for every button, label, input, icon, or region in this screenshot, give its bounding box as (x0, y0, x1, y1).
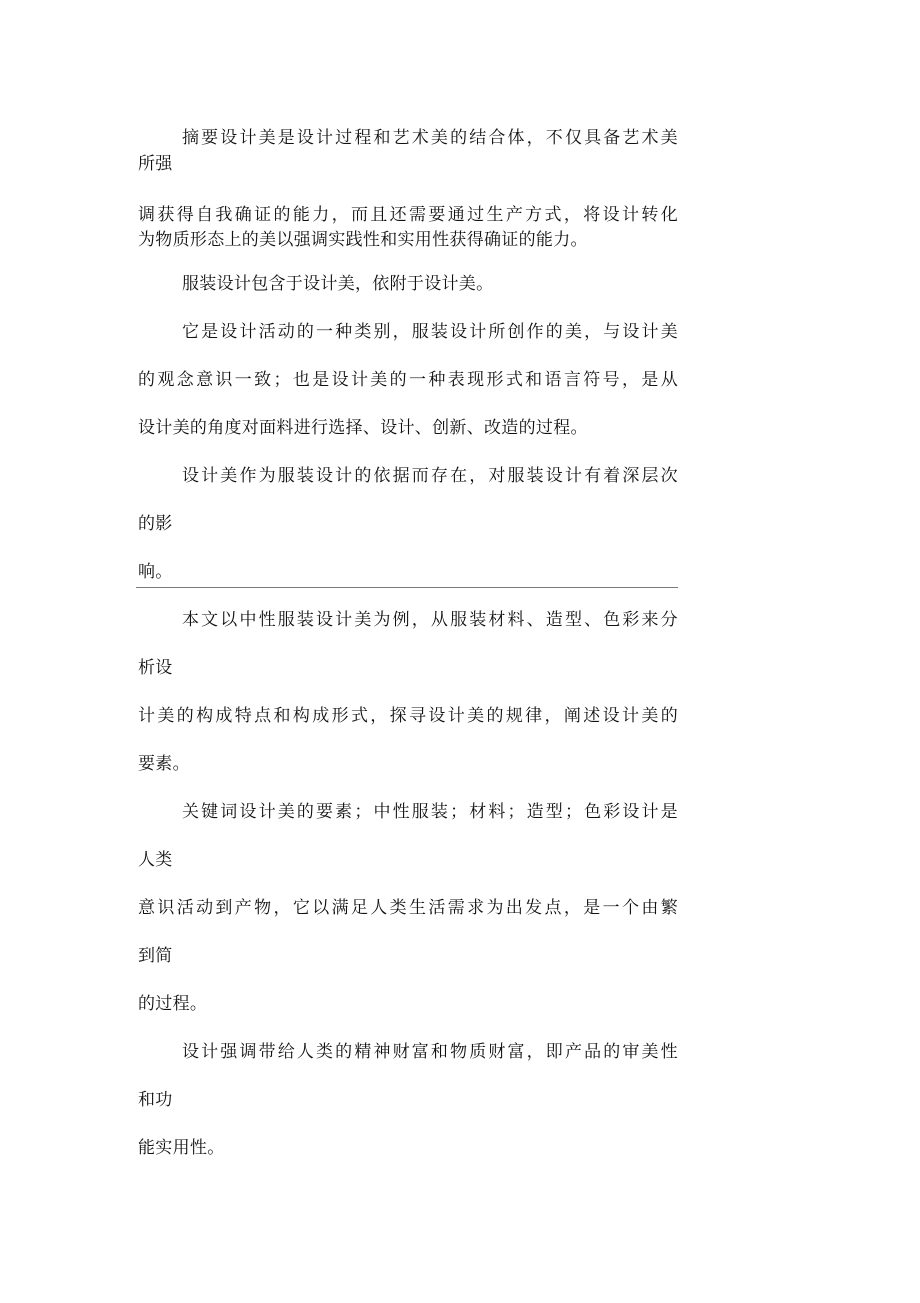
paragraph-line: 设计美的角度对面料进行选择、设计、创新、改造的过程。 (138, 418, 588, 438)
paragraph-line: 响。 (138, 562, 173, 582)
paragraph-line: 为物质形态上的美以强调实践性和实用性获得确证的能力。 (138, 230, 588, 250)
paragraph-line: 析设 (138, 658, 173, 678)
paragraph-line: 到简 (138, 946, 173, 966)
paragraph-line: 的过程。 (138, 994, 208, 1014)
paragraph-line: 设计美作为服装设计的依据而存在，对服装设计有着深层次 (182, 466, 678, 486)
paragraph-line: 调获得自我确证的能力，而且还需要通过生产方式，将设计转化 (138, 205, 678, 225)
paragraph-line: 意识活动到产物，它以满足人类生活需求为出发点，是一个由繁 (138, 898, 678, 918)
paragraph-line: 关键词设计美的要素；中性服装；材料；造型；色彩设计是 (182, 802, 678, 822)
paragraph-line: 摘要设计美是设计过程和艺术美的结合体，不仅具备艺术美 (182, 128, 678, 148)
paragraph-line: 和功 (138, 1090, 173, 1110)
paragraph-line: 设计强调带给人类的精神财富和物质财富，即产品的审美性 (182, 1042, 678, 1062)
paragraph-line: 的影 (138, 514, 173, 534)
horizontal-divider (136, 587, 678, 588)
paragraph-line: 服装设计包含于设计美，依附于设计美。 (182, 274, 494, 294)
paragraph-line: 要素。 (138, 754, 190, 774)
paragraph-line: 能实用性。 (138, 1138, 225, 1158)
paragraph-line: 所强 (138, 154, 173, 174)
paragraph-line: 计美的构成特点和构成形式，探寻设计美的规律，阐述设计美的 (138, 706, 678, 726)
paragraph-line: 它是设计活动的一种类别，服装设计所创作的美，与设计美 (182, 322, 678, 342)
paragraph-line: 人类 (138, 850, 173, 870)
paragraph-line: 的观念意识一致；也是设计美的一种表现形式和语言符号，是从 (138, 370, 678, 390)
paragraph-line: 本文以中性服装设计美为例，从服装材料、造型、色彩来分 (182, 610, 678, 630)
